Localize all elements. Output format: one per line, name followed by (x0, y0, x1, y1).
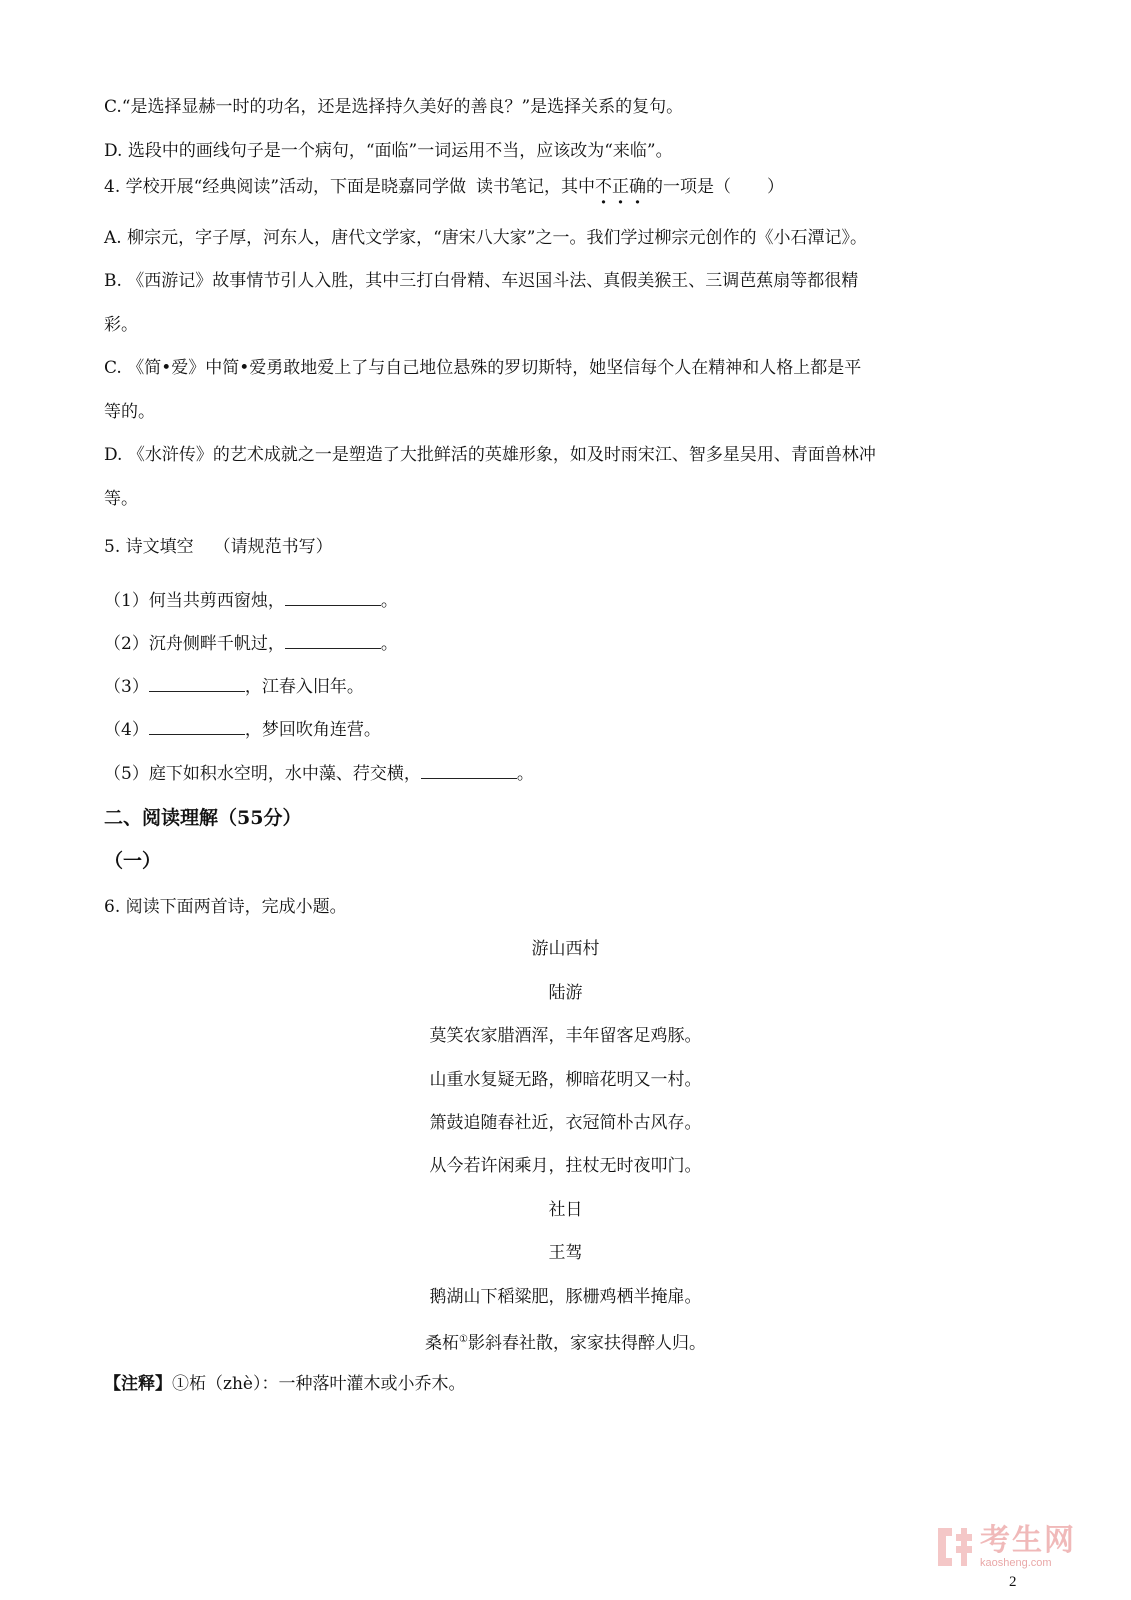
q4-option-c-line1: C. 《简•爱》中简•爱勇敢地爱上了与自己地位悬殊的罗切斯特，她坚信每个人在精神和人格上都是平 (104, 358, 862, 378)
q5-stem-note: （请规范书写） (213, 537, 333, 557)
poem2-title: 社日 (548, 1200, 583, 1220)
answer-blank[interactable] (149, 675, 245, 692)
poem2-line2-a: 桑柘 (425, 1333, 460, 1354)
q4-option-a: A. 柳宗元，字子厚，河东人，唐代文学家，“唐宋八大家”之一。我们学过柳宗元创作的《小石潭记》。 (104, 228, 867, 248)
section-subtitle: （一） (104, 850, 162, 872)
watermark-logo (938, 1525, 1076, 1569)
section-title: 二、阅读理解（55分） (104, 807, 302, 829)
q5-item-post: ，江春入旧年。 (244, 677, 364, 697)
q4-stem-b: 读书笔记，其中 (476, 177, 596, 197)
q4-stem-d: ） (767, 177, 785, 197)
q4-stem-c: 的一项是（ (646, 177, 732, 197)
watermark-url: kaosheng.com (980, 1557, 1052, 1569)
answer-blank[interactable] (285, 589, 381, 606)
q5-item-pre: （5）庭下如积水空明，水中藻、荇交横， (104, 764, 421, 784)
q4-option-d-line1: D. 《水浒传》的艺术成就之一是塑造了大批鲜活的英雄形象，如及时雨宋江、智多星吴用、青面兽林冲 (104, 445, 876, 465)
q5-item-pre: （1）何当共剪西窗烛， (104, 591, 285, 611)
answer-blank[interactable] (149, 718, 245, 735)
q5-item-pre: （3） (104, 677, 149, 697)
q4-option-b-line2: 彩。 (104, 315, 138, 335)
q5-stem-text: 5. 诗文填空 (104, 537, 194, 557)
poem1-line: 从今若许闲乘月，拄杖无时夜叩门。 (429, 1156, 702, 1176)
answer-blank[interactable] (421, 762, 517, 779)
poem1-title: 游山西村 (531, 939, 600, 959)
q4-option-c-line2: 等的。 (104, 402, 155, 422)
poem1-line: 箫鼓追随春社近，衣冠简朴古风存。 (429, 1113, 702, 1133)
q5-item-post: 。 (380, 634, 398, 654)
poem2-line2-b: 影斜春社散，家家扶得醉人归。 (467, 1333, 706, 1354)
answer-blank[interactable] (285, 632, 381, 649)
q4-option-d-line2: 等。 (104, 489, 138, 509)
q4-emphasis-char: 不 (595, 177, 613, 197)
q5-item-post: 。 (380, 591, 398, 611)
poem2-author: 王驾 (548, 1243, 583, 1263)
kaosheng-logo-icon (938, 1528, 972, 1566)
page-number: 2 (1009, 1574, 1017, 1590)
q4-emphasis-char: 正 (612, 177, 630, 197)
footnote (104, 1372, 465, 1396)
q5-item-pre: （4） (104, 720, 149, 740)
q4-emphasis-char: 确 (629, 177, 647, 197)
q5-item-1 (104, 589, 398, 613)
q5-item-post: ，梦回吹角连营。 (244, 720, 381, 740)
q5-item-5 (104, 762, 534, 786)
poem1-line: 莫笑农家腊酒浑，丰年留客足鸡豚。 (429, 1026, 702, 1046)
q4-option-b-line1: B. 《西游记》故事情节引人入胜，其中三打白骨精、车迟国斗法、真假美猴王、三调芭蕉扇等都很精 (104, 271, 859, 291)
poem1-line: 山重水复疑无路，柳暗花明又一村。 (429, 1070, 702, 1090)
q5-item-pre: （2）沉舟侧畔千帆过， (104, 634, 285, 654)
poem2-line: 鹅湖山下稻粱肥，豚栅鸡栖半掩扉。 (429, 1287, 702, 1307)
q5-item-post: 。 (516, 764, 534, 784)
q5-stem (104, 535, 333, 559)
q5-item-2 (104, 632, 398, 656)
q5-item-4 (104, 718, 381, 742)
q5-item-3 (104, 675, 364, 699)
footnote-marker: ① (459, 1334, 468, 1345)
watermark-title: 考生网 (980, 1524, 1076, 1557)
footnote-label: 【注释】 (104, 1374, 172, 1394)
poem1-author: 陆游 (548, 983, 583, 1003)
q4-stem (104, 175, 784, 199)
q3-option-d: D. 选段中的画线句子是一个病句，“面临”一词运用不当，应该改为“来临”。 (104, 141, 673, 161)
q4-stem-a: 4. 学校开展“经典阅读”活动，下面是晓嘉同学做 (104, 177, 467, 197)
poem2-line (0, 1328, 1131, 1356)
footnote-text: ①柘（zhè）：一种落叶灌木或小乔木。 (172, 1374, 466, 1394)
q3-option-c: C.“是选择显赫一时的功名，还是选择持久美好的善良？”是选择关系的复句。 (104, 97, 684, 117)
q6-stem: 6. 阅读下面两首诗，完成小题。 (104, 897, 347, 917)
